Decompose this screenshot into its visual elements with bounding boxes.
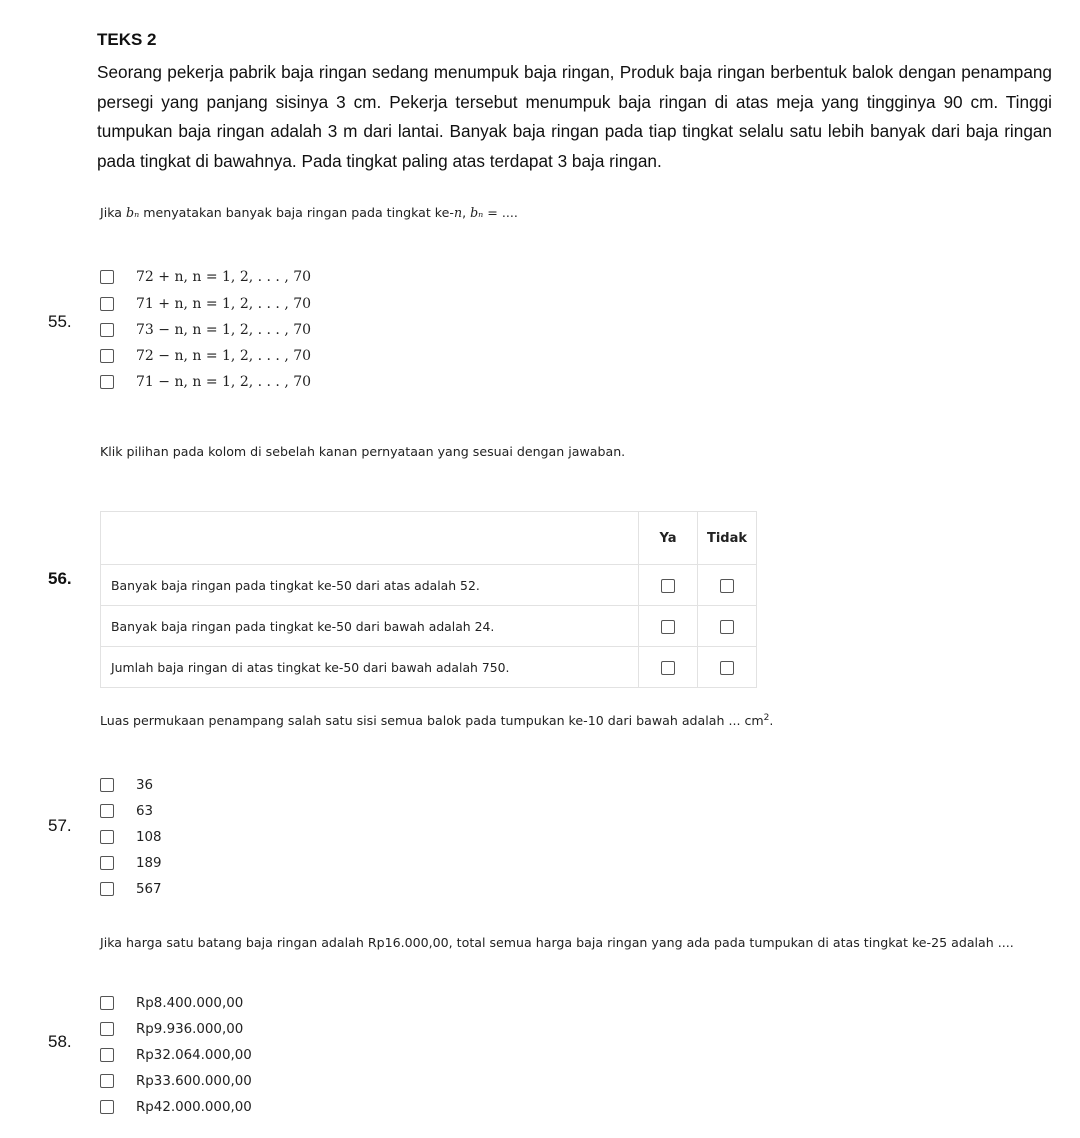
- checkbox[interactable]: [100, 778, 114, 792]
- ya-checkbox[interactable]: [661, 579, 675, 593]
- question-57-number: 57.: [48, 816, 72, 835]
- ya-checkbox[interactable]: [661, 661, 675, 675]
- q55-option[interactable]: 71 + n, n = 1, 2, . . . , 70: [100, 291, 311, 317]
- tidak-checkbox[interactable]: [720, 579, 734, 593]
- q57-option[interactable]: 36: [100, 772, 162, 798]
- table-row: [101, 647, 757, 688]
- q58-option[interactable]: Rp32.064.000,00: [100, 1042, 252, 1068]
- table-header-row: [101, 512, 757, 565]
- checkbox[interactable]: [100, 375, 114, 389]
- q55-option[interactable]: 73 − n, n = 1, 2, . . . , 70: [100, 317, 311, 343]
- question-56-number: 56.: [48, 569, 72, 588]
- checkbox[interactable]: [100, 996, 114, 1010]
- question-57-options: [100, 772, 162, 902]
- tidak-checkbox[interactable]: [720, 620, 734, 634]
- question-58-prompt: Jika harga satu batang baja ringan adalah Rp16.000,00, total semua harga baja ringan yang ada pada tumpukan di atas tingkat ke-25 adalah ....: [100, 935, 1014, 950]
- checkbox[interactable]: [100, 349, 114, 363]
- q57-option[interactable]: 189: [100, 850, 162, 876]
- section-title: TEKS 2: [97, 30, 157, 49]
- q58-option[interactable]: Rp33.600.000,00: [100, 1068, 252, 1094]
- checkbox[interactable]: [100, 1022, 114, 1036]
- q57-option[interactable]: 108: [100, 824, 162, 850]
- q57-option[interactable]: 567: [100, 876, 162, 902]
- checkbox[interactable]: [100, 856, 114, 870]
- q58-option[interactable]: Rp8.400.000,00: [100, 990, 252, 1016]
- statement-text: Banyak baja ringan pada tingkat ke-50 dari bawah adalah 24.: [101, 606, 639, 647]
- checkbox[interactable]: [100, 323, 114, 337]
- q55-option[interactable]: 71 − n, n = 1, 2, . . . , 70: [100, 369, 311, 395]
- checkbox[interactable]: [100, 882, 114, 896]
- question-56-table: [100, 511, 757, 688]
- q57-option[interactable]: 63: [100, 798, 162, 824]
- question-55-prompt: Jika bₙ menyatakan banyak baja ringan pada tingkat ke-n, bₙ = ....: [100, 205, 518, 220]
- reading-passage: Seorang pekerja pabrik baja ringan sedang menumpuk baja ringan, Produk baja ringan berbentuk balok dengan penampang persegi yang panjang sisinya 3 cm. Pekerja tersebut menumpuk baja ringan di atas meja yang tingginya 90 cm. Tinggi tumpukan baja ringan adalah 3 m dari lantai. Banyak baja ringan pada tiap tingkat selalu satu lebih banyak dari baja ringan pada tingkat di bawahnya. Pada tingkat paling atas terdapat 3 baja ringan.: [97, 62, 1052, 171]
- q58-option[interactable]: Rp9.936.000,00: [100, 1016, 252, 1042]
- table-row: [101, 606, 757, 647]
- column-ya: Ya: [639, 512, 698, 565]
- q55-option[interactable]: 72 + n, n = 1, 2, . . . , 70: [100, 264, 311, 290]
- checkbox[interactable]: [100, 270, 114, 284]
- checkbox[interactable]: [100, 1074, 114, 1088]
- question-55-options: [100, 264, 311, 395]
- checkbox[interactable]: [100, 804, 114, 818]
- question-57-prompt: Luas permukaan penampang salah satu sisi semua balok pada tumpukan ke-10 dari bawah adalah ... $cm^2$.: [100, 713, 774, 729]
- q55-option[interactable]: 72 − n, n = 1, 2, . . . , 70: [100, 343, 311, 369]
- table-row: [101, 565, 757, 606]
- checkbox[interactable]: [100, 830, 114, 844]
- ya-checkbox[interactable]: [661, 620, 675, 634]
- question-55-number: 55.: [48, 312, 72, 331]
- statement-text: Jumlah baja ringan di atas tingkat ke-50 dari bawah adalah 750.: [101, 647, 639, 688]
- tidak-checkbox[interactable]: [720, 661, 734, 675]
- checkbox[interactable]: [100, 1100, 114, 1114]
- question-58-number: 58.: [48, 1032, 72, 1051]
- question-58-options: [100, 990, 252, 1120]
- checkbox[interactable]: [100, 1048, 114, 1062]
- checkbox[interactable]: [100, 297, 114, 311]
- column-tidak: Tidak: [698, 512, 757, 565]
- q58-option[interactable]: Rp42.000.000,00: [100, 1094, 252, 1120]
- header-blank: [101, 512, 639, 565]
- question-56-instruction: Klik pilihan pada kolom di sebelah kanan pernyataan yang sesuai dengan jawaban.: [100, 444, 626, 459]
- statement-text: Banyak baja ringan pada tingkat ke-50 dari atas adalah 52.: [101, 565, 639, 606]
